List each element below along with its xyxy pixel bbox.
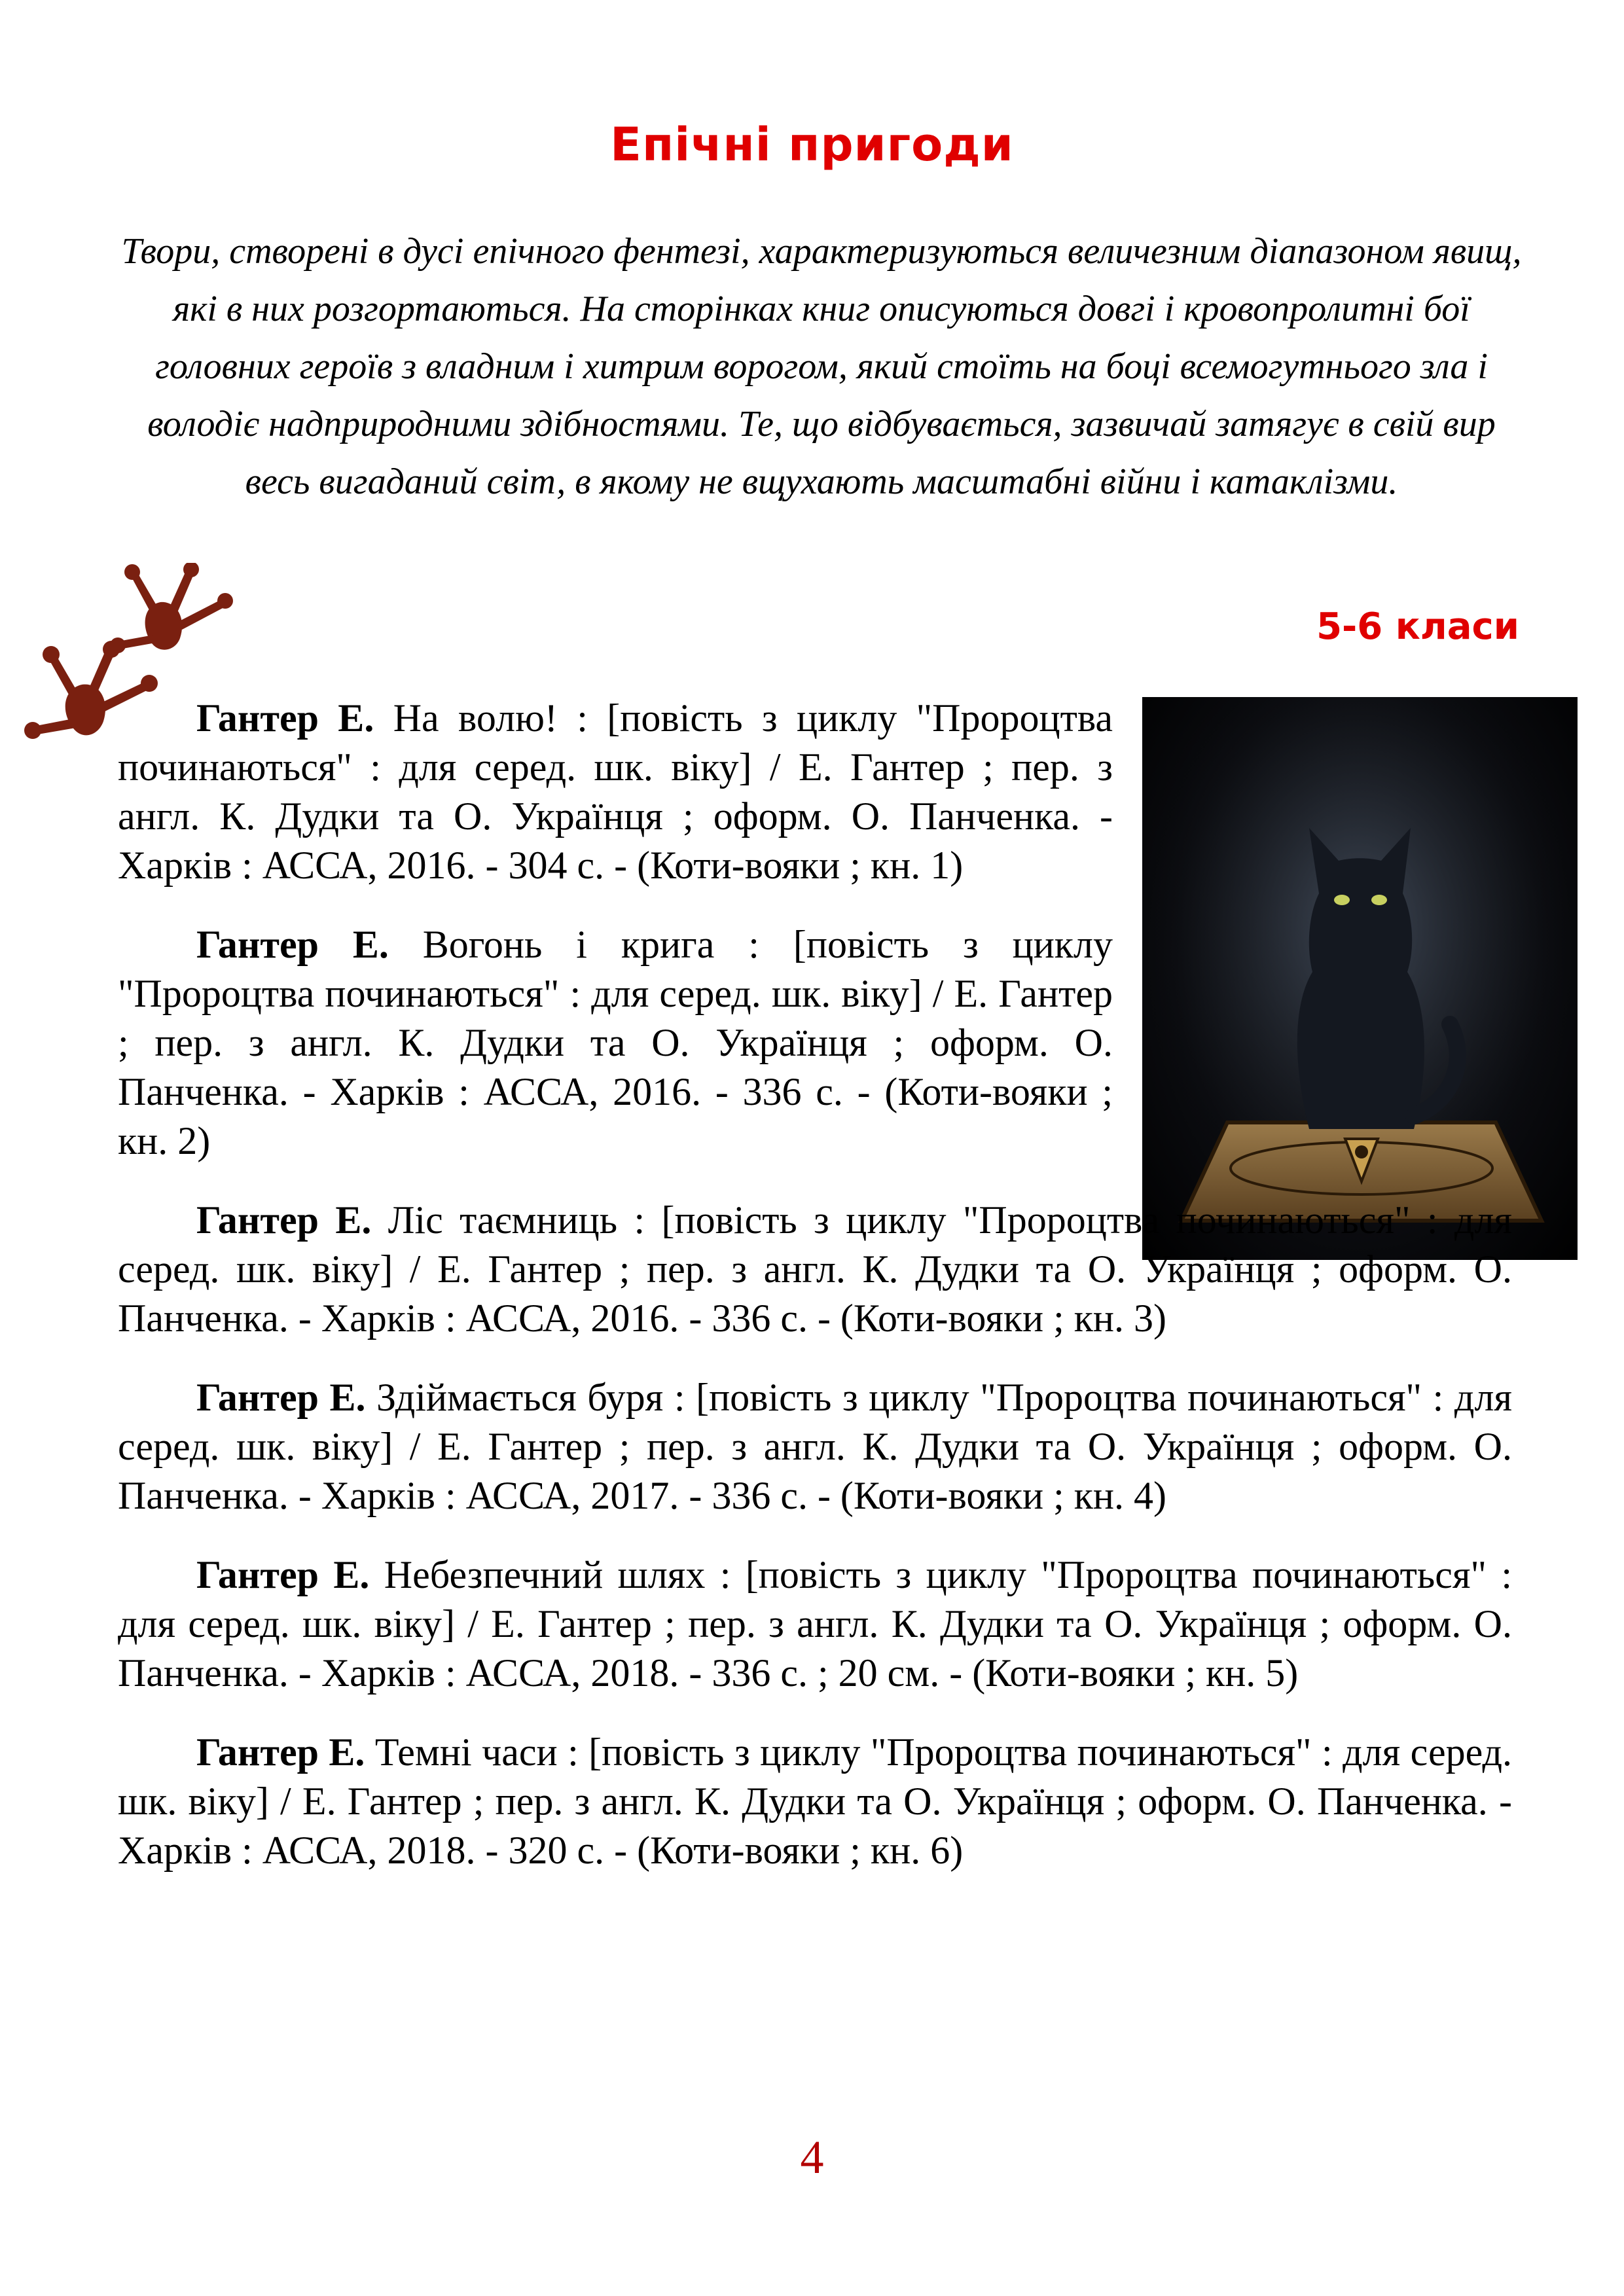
page-number: 4	[800, 2131, 824, 2183]
entry-description: Ліс таємниць : [повість з циклу "Пророцтва починаються" : для серед. шк. віку] / Е. Гантер ; пер. з англ. К. Дудки та О. Українця ; оформ. О. Панченка. - Харків : АССА, 2016. - 336 с. - (Коти-вояки ; кн. 3)	[118, 1198, 1512, 1340]
entry-author: Гантер Е.	[196, 1376, 366, 1419]
bibliography-entry	[118, 1373, 1512, 1520]
entry-description: Вогонь і крига : [повість з циклу "Пророцтва починаються" : для серед. шк. віку] / Е. Гантер ; пер. з англ. К. Дудки та О. Українця ; оформ. О. Панченка. - Харків : АССА, 2016. - 336 с. - (Коти-вояки ; кн. 2)	[118, 923, 1113, 1162]
bibliography-entry	[118, 1196, 1512, 1343]
bibliography-entry	[118, 1728, 1512, 1875]
entry-description: Здіймається буря : [повість з циклу "Пророцтва починаються" : для серед. шк. віку] / Е. Гантер ; пер. з англ. К. Дудки та О. Українця ; оформ. О. Панченка. - Харків : АССА, 2017. - 336 с. - (Коти-вояки ; кн. 4)	[118, 1376, 1512, 1517]
entry-author: Гантер Е.	[196, 923, 389, 966]
entry-description: Темні часи : [повість з циклу "Пророцтва починаються" : для серед. шк. віку] / Е. Гантер ; пер. з англ. К. Дудки та О. Українця ; оформ. О. Панченка. - Харків : АССА, 2018. - 320 с. - (Коти-вояки ; кн. 6)	[118, 1731, 1512, 1872]
section-intro: Твори, створені в дусі епічного фентезі, характеризуються величезним діапазоном явищ, які в них розгортаються. На сторінках книг описуються довгі і кровопролитні бої головних героїв з владним і хитрим ворогом, який стоїть на боці всемогутнього зла і володіє надприродними здібностями. Те, що відбувається, зазвичай затягує в свій вир весь вигаданий світ, в якому не вщухають масштабні війни і катаклізми.	[121, 231, 1522, 502]
entry-description: Небезпечний шлях : [повість з циклу "Пророцтва починаються" : для серед. шк. віку] / Е. Гантер ; пер. з англ. К. Дудки та О. Українця ; оформ. О. Панченка. - Харків : АССА, 2018. - 336 с. ; 20 см. - (Коти-вояки ; кн. 5)	[118, 1553, 1512, 1695]
entry-author: Гантер Е.	[196, 696, 374, 740]
entry-author: Гантер Е.	[196, 1553, 370, 1596]
entry-description: На волю! : [повість з циклу "Пророцтва починаються" : для серед. шк. віку] / Е. Гантер ; пер. з англ. К. Дудки та О. Українця ; оформ. О. Панченка. - Харків : АССА, 2016. - 304 с. - (Коти-вояки ; кн. 1)	[118, 696, 1113, 887]
bibliography-entry	[118, 1551, 1512, 1698]
grade-label: 5-6 класи	[1316, 605, 1519, 648]
entry-author: Гантер Е.	[196, 1198, 372, 1242]
paw-print-icon	[110, 563, 233, 653]
bibliography-list	[118, 694, 1512, 1905]
bibliography-entry	[118, 694, 1113, 890]
section-title: Епічні пригоди	[610, 118, 1014, 171]
entry-author: Гантер Е.	[196, 1731, 365, 1774]
bibliography-entry	[118, 920, 1113, 1166]
